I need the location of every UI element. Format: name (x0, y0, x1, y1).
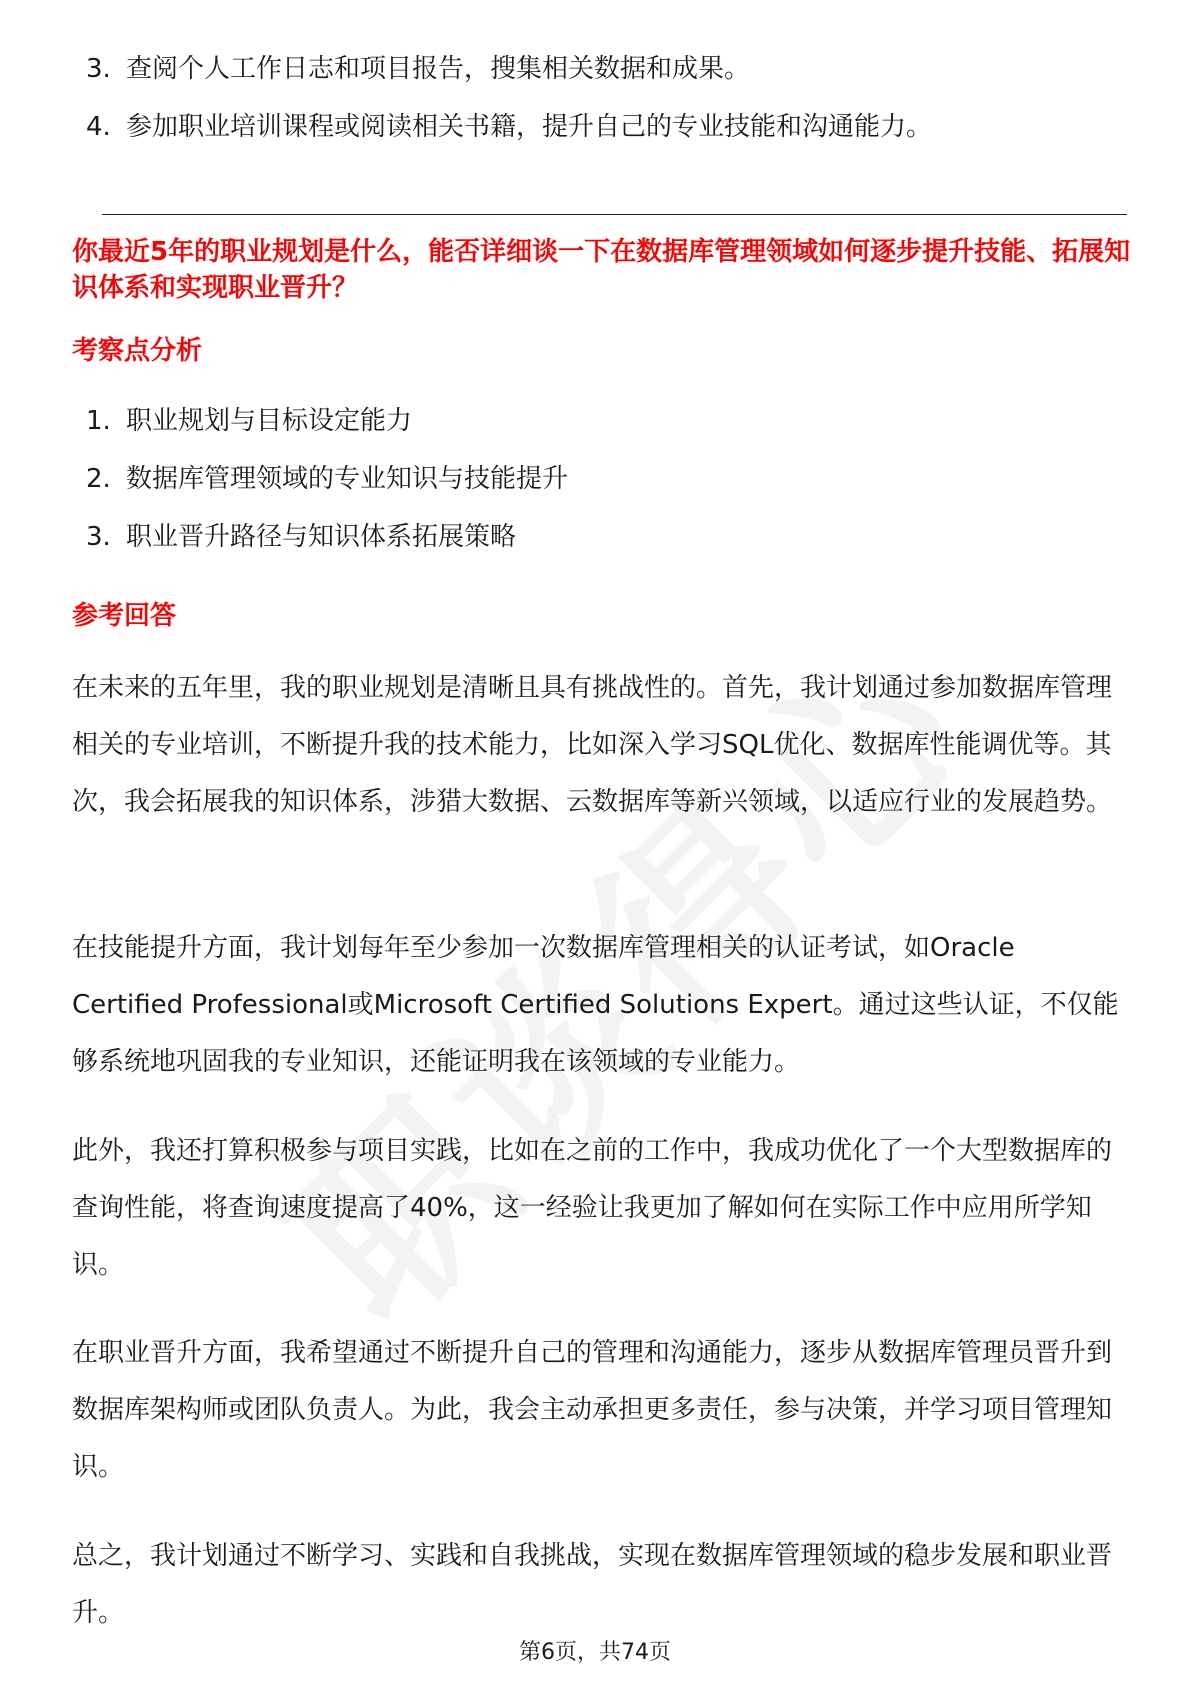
answer-paragraph: 在职业晋升方面，我希望通过不断提升自己的管理和沟通能力，逐步从数据库管理员晋升到数据库架构师或团队负责人。为此，我会主动承担更多责任，参与决策，并学习项目管理知识。 (72, 1338, 1113, 1482)
section-divider (102, 214, 1127, 215)
answer-heading: 参考回答 (72, 601, 177, 631)
intro-list (86, 40, 932, 156)
list-item-text: 查阅个人工作日志和项目报告，搜集相关数据和成果。 (126, 54, 751, 84)
list-item-text: 参加职业培训课程或阅读相关书籍，提升自己的专业技能和沟通能力。 (126, 112, 933, 142)
page-number: 第6页，共74页 (519, 1640, 671, 1665)
list-item (86, 508, 568, 566)
answer-paragraph: 在未来的五年里，我的职业规划是清晰且具有挑战性的。首先，我计划通过参加数据库管理相关的专业培训，不断提升我的技术能力，比如深入学习SQL优化、数据库性能调优等。其次，我会拓展我的知识体系，涉猎大数据、云数据库等新兴领域，以适应行业的发展趋势。 (72, 673, 1113, 817)
list-item (86, 98, 932, 156)
list-item (86, 40, 932, 98)
list-item-text: 职业晋升路径与知识体系拓展策略 (126, 522, 517, 552)
list-item-number: 1. (86, 406, 111, 436)
analysis-heading: 考察点分析 (72, 336, 203, 366)
list-item-text: 数据库管理领域的专业知识与技能提升 (126, 464, 569, 494)
list-item-number: 4. (86, 112, 111, 142)
list-item-number: 2. (86, 464, 111, 494)
list-item (86, 392, 568, 450)
analysis-list (86, 392, 568, 566)
answer-paragraph: 此外，我还打算积极参与项目实践，比如在之前的工作中，我成功优化了一个大型数据库的查询性能，将查询速度提高了40%，这一经验让我更加了解如何在实际工作中应用所学知识。 (72, 1136, 1113, 1280)
answer-paragraph: 在技能提升方面，我计划每年至少参加一次数据库管理相关的认证考试，如Oracle Certified Professional或Microsoft Certified Solutions Expert。通过这些认证，不仅能够系统地巩固我的专业知识，还能证明我在该领域的专业能力。 (72, 933, 1119, 1077)
list-item (86, 450, 568, 508)
list-item-number: 3. (86, 54, 111, 84)
list-item-number: 3. (86, 522, 111, 552)
question-heading: 你最近5年的职业规划是什么，能否详细谈一下在数据库管理领域如何逐步提升技能、拓展知识体系和实现职业晋升？ (72, 237, 1131, 303)
list-item-text: 职业规划与目标设定能力 (126, 406, 413, 436)
answer-paragraph: 总之，我计划通过不断学习、实践和自我挑战，实现在数据库管理领域的稳步发展和职业晋升。 (72, 1541, 1113, 1628)
